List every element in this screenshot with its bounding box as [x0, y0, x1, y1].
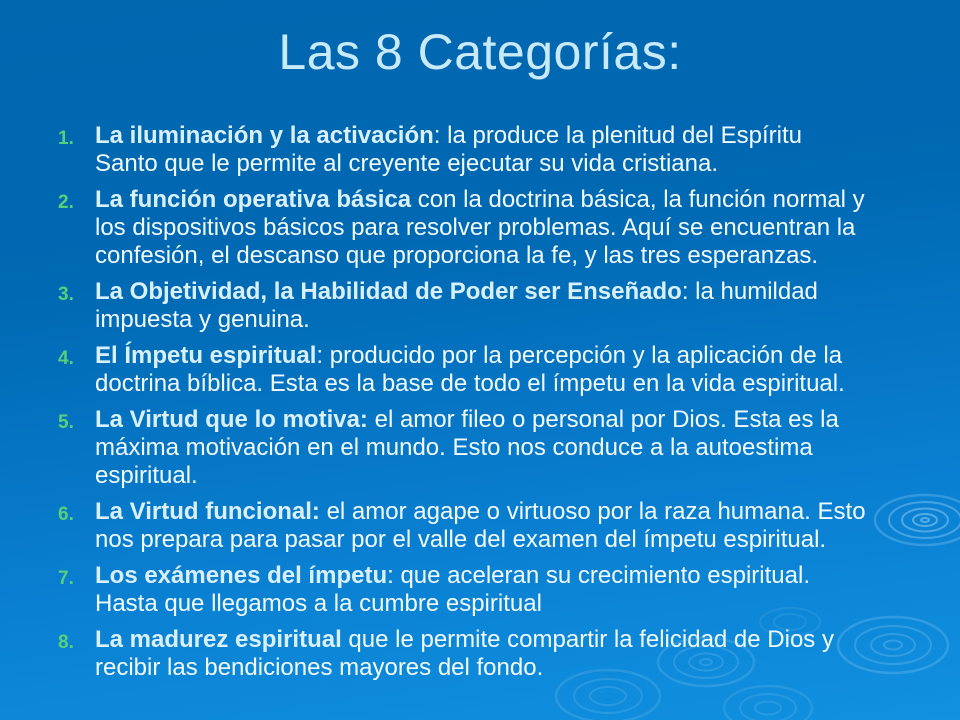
- list-item-lead: La función operativa básica: [95, 186, 412, 213]
- list-item-number: 3.: [58, 284, 74, 305]
- list-item-lead: Los exámenes del ímpetu: [95, 562, 388, 589]
- list-item-lead: La madurez espiritual: [95, 626, 342, 653]
- list-item: [58, 498, 870, 554]
- list-item-text: [95, 122, 802, 177]
- list-item-number: 5.: [58, 412, 74, 433]
- list-item: [58, 626, 870, 682]
- list-item-body: el amor fileo o personal por Dios. Esta es la máxima motivación en el mundo. Esto nos conduce a la autoestima espiritual.: [95, 406, 839, 489]
- list-item: [58, 186, 870, 270]
- list-item-number: 6.: [58, 504, 74, 525]
- list-item-body: con la doctrina básica, la función normal y los dispositivos básicos para resolver problemas. Aquí se encuentran la confesión, el descanso que proporciona la fe, y las tres esperanzas.: [95, 186, 865, 269]
- list-item-body: : producido por la percepción y la aplicación de la doctrina bíblica. Esta es la base de todo el ímpetu en la vida espiritual.: [95, 342, 845, 397]
- list-item-text: [95, 342, 845, 397]
- list-item-text: [95, 186, 865, 269]
- list-item-text: [95, 626, 834, 681]
- list-item-body: el amor agape o virtuoso por la raza humana. Esto nos prepara para pasar por el valle del examen del ímpetu espiritual.: [95, 498, 866, 553]
- list-item-text: [95, 278, 818, 333]
- list-item-lead: La iluminación y la activación: [95, 122, 434, 149]
- list-item-body: que le permite compartir la felicidad de Dios y recibir las bendiciones mayores del fondo.: [95, 626, 834, 681]
- list-item-number: 1.: [58, 128, 74, 149]
- list-item-text: [95, 562, 810, 617]
- list-item-text: [95, 406, 839, 489]
- list-item-number: 4.: [58, 348, 74, 369]
- list-item-lead: La Objetividad, la Habilidad de Poder ser Enseñado: [95, 278, 682, 305]
- list-item-lead: La Virtud funcional:: [95, 498, 320, 525]
- list-item-number: 2.: [58, 192, 74, 213]
- list-item-lead: El Ímpetu espiritual: [95, 342, 317, 369]
- list-item-lead: La Virtud que lo motiva:: [95, 406, 368, 433]
- list-item-text: [95, 498, 866, 553]
- list-item: [58, 562, 870, 618]
- list-item-number: 7.: [58, 568, 74, 589]
- list-item-body: : la produce la plenitud del Espíritu Santo que le permite al creyente ejecutar su vida cristiana.: [95, 122, 803, 177]
- list-item-number: 8.: [58, 632, 74, 653]
- list-item-body: : que aceleran su crecimiento espiritual. Hasta que llegamos a la cumbre espiritual: [95, 562, 810, 617]
- list-item: [58, 122, 870, 178]
- slide-title: Las 8 Categorías:: [278, 24, 682, 80]
- list-item: [58, 278, 870, 334]
- list-item: [58, 406, 870, 490]
- list-item: [58, 342, 870, 398]
- numbered-list: [58, 122, 870, 690]
- list-item-body: : la humildad impuesta y genuina.: [95, 278, 818, 333]
